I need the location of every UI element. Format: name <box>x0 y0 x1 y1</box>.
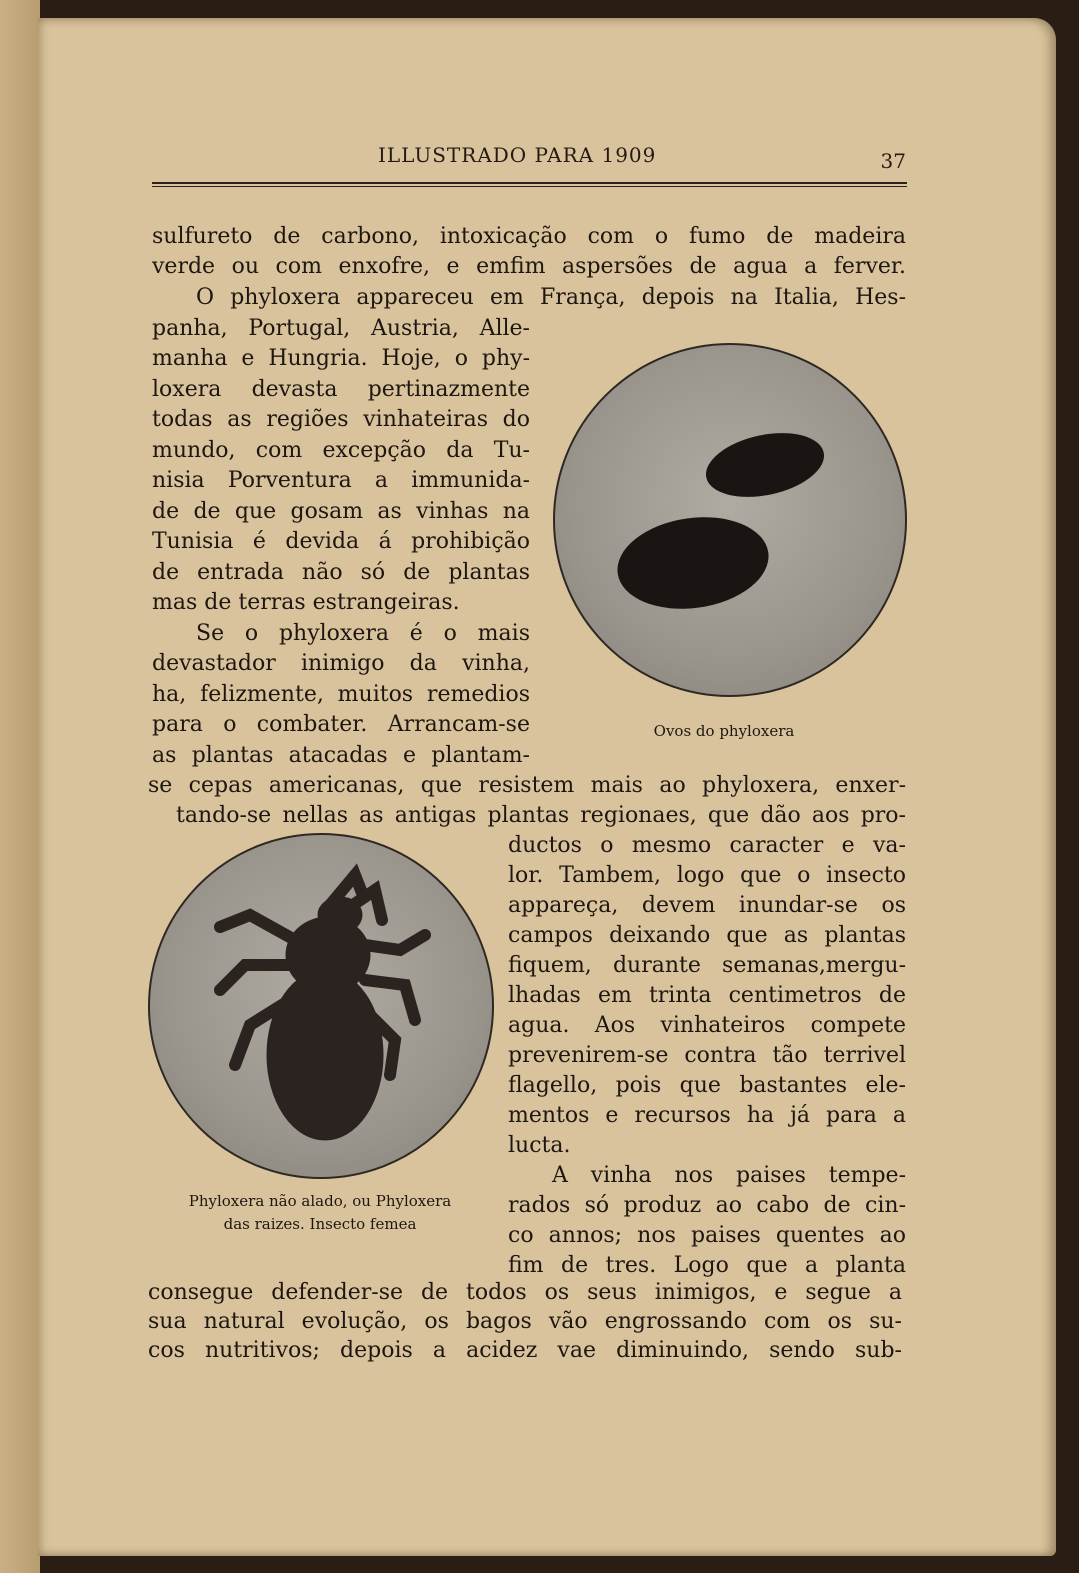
text-line: O phyloxera appareceu em França, depois na Italia, Hes- <box>196 285 906 310</box>
eggs-drawing <box>555 345 905 695</box>
insect-leg-4 <box>365 935 425 950</box>
text-line: todas as regiões vinhateiras do <box>152 407 530 432</box>
insect-leg-2 <box>220 965 290 990</box>
text-line: manha e Hungria. Hoje, o phy- <box>152 346 530 371</box>
text-line: campos deixando que as plantas <box>508 923 906 948</box>
insect-caption-line-2: das raizes. Insecto femea <box>223 1215 417 1233</box>
text-line: lhadas em trinta centimetros de <box>508 983 906 1008</box>
egg-2 <box>611 508 774 618</box>
text-line: mundo, com excepção da Tu- <box>152 438 530 463</box>
text-line: mas de terras estrangeiras. <box>152 590 460 615</box>
text-line: ductos o mesmo caracter e va- <box>508 833 906 858</box>
text-line: cos nutritivos; depois a acidez vae diminuindo, sendo sub- <box>148 1338 902 1363</box>
text-line: fiquem, durante semanas,mergu- <box>508 953 906 978</box>
insect-leg-1 <box>220 915 295 940</box>
header-rule-thin <box>152 186 907 187</box>
text-line: sulfureto de carbono, intoxicação com o fumo de madeira <box>152 224 906 249</box>
egg-1 <box>700 423 830 507</box>
text-line: de de que gosam as vinhas na <box>152 499 530 524</box>
text-line: fim de tres. Logo que a planta <box>508 1253 906 1278</box>
insect-abdomen <box>267 970 383 1140</box>
eggs-caption: Ovos do phyloxera <box>653 722 795 740</box>
insect-illustration <box>148 833 494 1179</box>
running-head-title: ILLUSTRADO PARA 1909 <box>378 143 657 167</box>
text-line: de entrada não só de plantas <box>152 560 530 585</box>
text-line: co annos; nos paises quentes ao <box>508 1223 906 1248</box>
binding-edge <box>0 0 40 1573</box>
insect-drawing <box>150 835 492 1177</box>
text-line: mentos e recursos ha já para a <box>508 1103 906 1128</box>
text-line: verde ou com enxofre, e emfim aspersões de agua a ferver. <box>152 254 906 279</box>
text-line: se cepas americanas, que resistem mais ao phyloxera, enxer- <box>148 773 906 798</box>
running-head <box>150 143 910 173</box>
text-line: prevenirem-se contra tão terrivel <box>508 1043 906 1068</box>
text-line: lucta. <box>508 1133 571 1158</box>
text-line: Se o phyloxera é o mais <box>196 621 530 646</box>
text-line: para o combater. Arrancam-se <box>152 712 530 737</box>
text-line: lor. Tambem, logo que o insecto <box>508 863 906 888</box>
text-line: appareça, devem inundar-se os <box>508 893 906 918</box>
text-line: tando-se nellas as antigas plantas regionaes, que dão aos pro- <box>176 803 906 828</box>
text-line: flagello, pois que bastantes ele- <box>508 1073 906 1098</box>
text-line: consegue defender-se de todos os seus inimigos, e segue a <box>148 1280 902 1305</box>
eggs-illustration <box>553 343 907 697</box>
text-line: loxera devasta pertinazmente <box>152 377 530 402</box>
header-rule <box>152 182 907 184</box>
text-line: sua natural evolução, os bagos vão engrossando com os su- <box>148 1309 902 1334</box>
text-line: Tunisia é devida á prohibição <box>152 529 530 554</box>
insect-caption-line-1: Phyloxera não alado, ou Phyloxera <box>188 1192 452 1210</box>
page-number: 37 <box>880 149 906 173</box>
text-line: A vinha nos paises tempe- <box>552 1163 906 1188</box>
text-line: agua. Aos vinhateiros compete <box>508 1013 906 1038</box>
text-line: devastador inimigo da vinha, <box>152 651 530 676</box>
text-line: as plantas atacadas e plantam- <box>152 743 530 768</box>
text-line: panha, Portugal, Austria, Alle- <box>152 316 530 341</box>
text-line: ha, felizmente, muitos remedios <box>152 682 530 707</box>
text-line: nisia Porventura a immunida- <box>152 468 530 493</box>
text-line: rados só produz ao cabo de cin- <box>508 1193 906 1218</box>
